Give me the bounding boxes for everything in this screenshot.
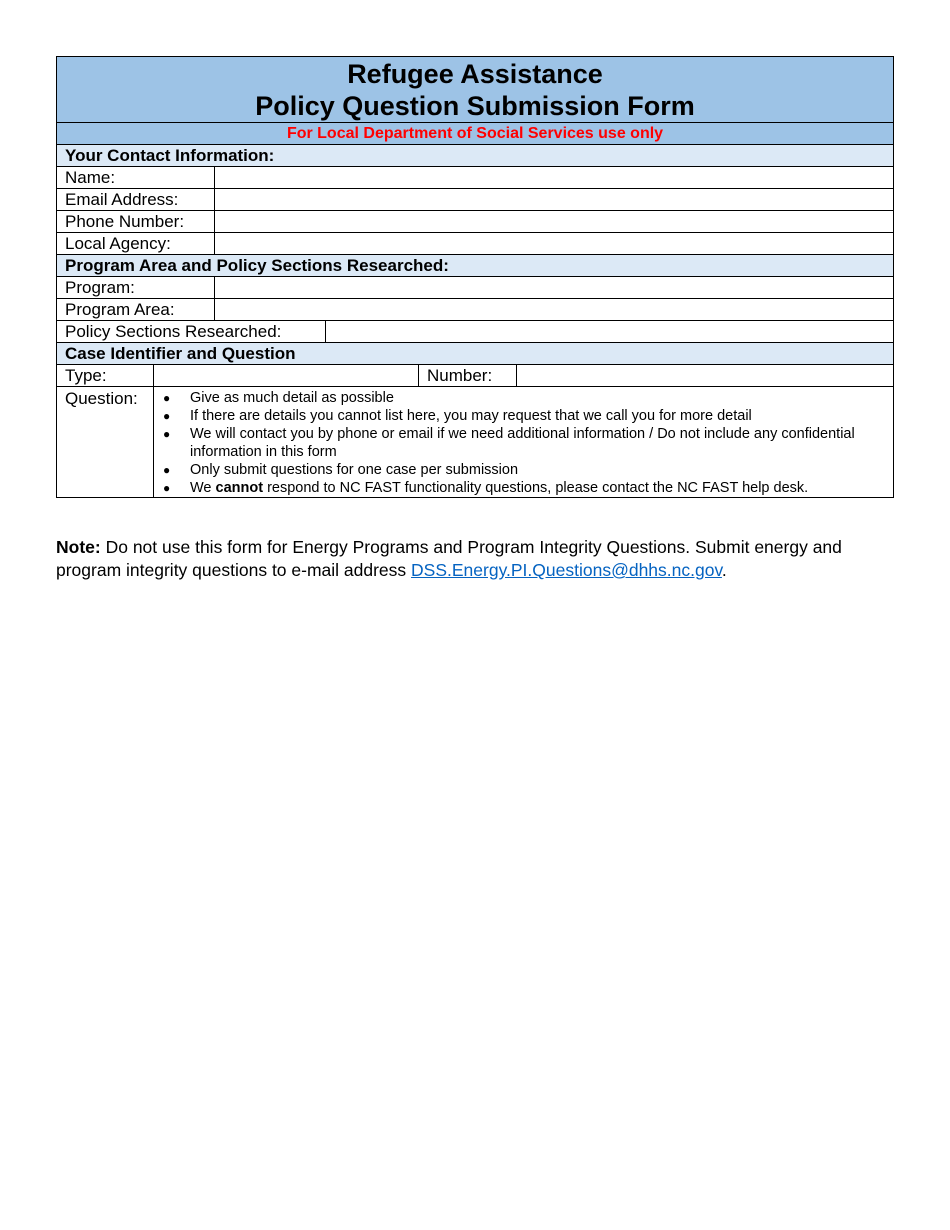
- policy-sections-row: [57, 320, 893, 342]
- question-label: Question:: [57, 387, 154, 497]
- agency-field[interactable]: [215, 233, 893, 254]
- section-case-heading: Case Identifier and Question: [65, 343, 296, 363]
- email-field[interactable]: [215, 189, 893, 210]
- type-label: Type:: [57, 365, 154, 386]
- section-contact-heading: Your Contact Information:: [65, 145, 275, 165]
- name-row: [57, 166, 893, 188]
- section-program-heading: Program Area and Policy Sections Researched:: [65, 255, 449, 275]
- instruction-item: ● Only submit questions for one case per submission: [163, 462, 519, 478]
- note-text: Do not use this form for Energy Programs and Program Integrity Questions. Submit energy and program integrity questions to e-mail address: [56, 537, 842, 580]
- form-subtitle-row: [57, 122, 893, 144]
- section-case: [57, 342, 893, 364]
- section-program: [57, 254, 893, 276]
- phone-row: [57, 210, 893, 232]
- question-instructions[interactable]: [154, 387, 893, 497]
- program-area-label: Program Area:: [57, 299, 215, 320]
- policy-sections-field[interactable]: [326, 321, 893, 342]
- type-number-row: [57, 364, 893, 386]
- program-field[interactable]: [215, 277, 893, 298]
- bullet-icon: ●: [163, 391, 171, 405]
- policy-question-form: [56, 56, 894, 498]
- note-paragraph: [56, 536, 901, 582]
- bullet-icon: ●: [163, 463, 171, 477]
- form-header: [57, 57, 893, 122]
- note-end: .: [721, 560, 727, 580]
- name-label: Name:: [57, 167, 215, 188]
- email-row: [57, 188, 893, 210]
- bullet-icon: ●: [163, 481, 171, 495]
- program-row: [57, 276, 893, 298]
- instruction-item: ● We will contact you by phone or email if we need additional information / Do not include any confidential information in this form: [163, 426, 855, 460]
- question-row: [57, 386, 893, 497]
- form-title-line1: Refugee Assistance: [347, 58, 603, 89]
- policy-sections-label: Policy Sections Researched:: [57, 321, 326, 342]
- number-field[interactable]: [517, 365, 893, 386]
- phone-field[interactable]: [215, 211, 893, 232]
- email-link[interactable]: DSS.Energy.PI.Questions@dhhs.nc.gov: [411, 560, 722, 580]
- instruction-item: ● If there are details you cannot list here, you may request that we call you for more detail: [163, 408, 752, 424]
- form-subtitle: For Local Department of Social Services use only: [286, 124, 664, 142]
- agency-row: [57, 232, 893, 254]
- program-label: Program:: [57, 277, 215, 298]
- instruction-item: ● Give as much detail as possible: [163, 390, 394, 406]
- number-label: Number:: [419, 365, 517, 386]
- name-field[interactable]: [215, 167, 893, 188]
- program-area-row: [57, 298, 893, 320]
- note-label: Note:: [56, 537, 101, 557]
- bullet-icon: ●: [163, 427, 171, 441]
- type-field[interactable]: [154, 365, 419, 386]
- email-label: Email Address:: [57, 189, 215, 210]
- phone-label: Phone Number:: [57, 211, 215, 232]
- agency-label: Local Agency:: [57, 233, 215, 254]
- bullet-icon: ●: [163, 409, 171, 423]
- form-title-line2: Policy Question Submission Form: [255, 90, 695, 121]
- section-contact: [57, 144, 893, 166]
- program-area-field[interactable]: [215, 299, 893, 320]
- instruction-item: ● We cannot respond to NC FAST functionality questions, please contact the NC FAST help desk.: [163, 480, 809, 496]
